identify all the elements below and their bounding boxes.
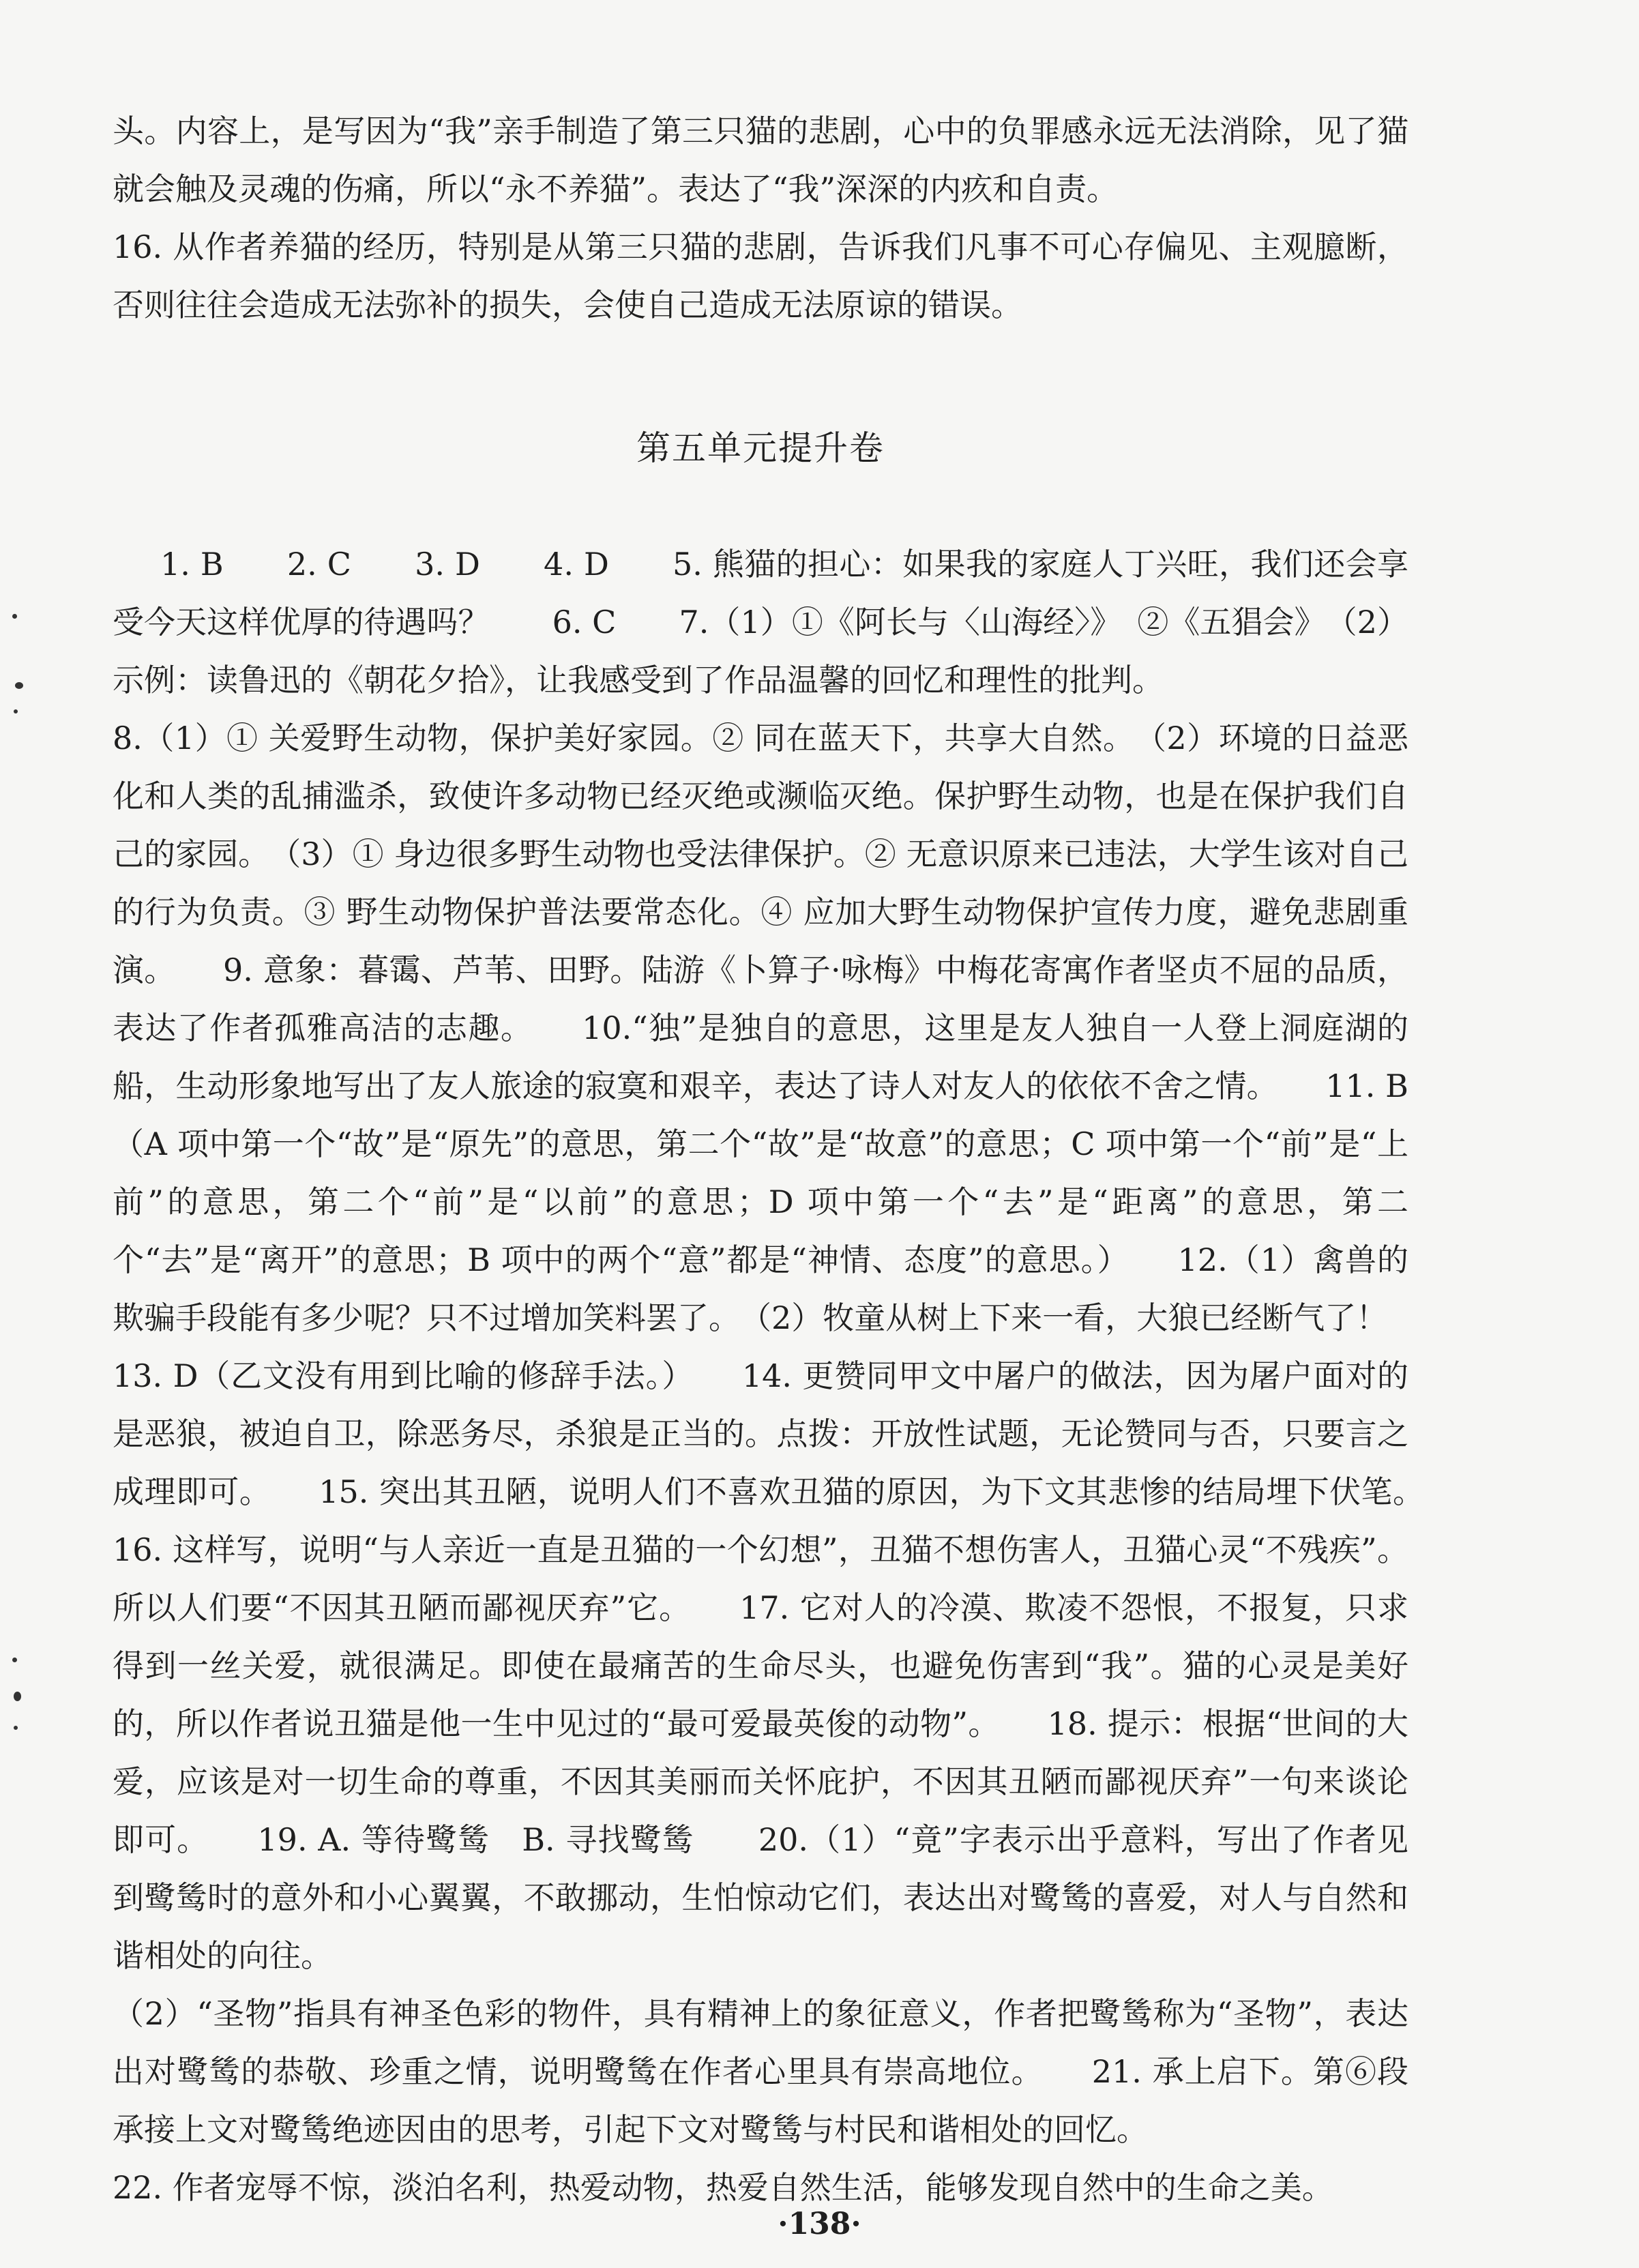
- margin-dot-6: [14, 1726, 18, 1730]
- answer-paragraph-15-continued: 头。内容上，是写因为“我”亲手制造了第三只猫的悲剧，心中的负罪感永远无法消除，见了猫就会触及灵魂的伤痛，所以“永不养猫”。表达了“我”深深的内疚和自责。: [113, 113, 1408, 207]
- margin-dot-1: [12, 614, 17, 619]
- margin-dot-2: [15, 682, 23, 689]
- answers-13-to-20: 13. D（乙文没有用到比喻的修辞手法。） 14. 更赞同甲文中屠户的做法，因为屠户面对的是恶狼，被迫自卫，除恶务尽，杀狼是正当的。点拨：开放性试题，无论赞同与否，只要言之成理即可。 15. 突出其丑陋，说明人们不喜欢丑猫的原因，为下文其悲惨的结局埋下伏笔。 16. 这样写，说明“与人亲近一直是丑猫的一个幻想”，丑猫不想伤害人，丑猫心灵“不残疾”。所以人们要“不因其丑陋而鄙视厌弃”它。 17. 它对人的冷漠、欺凌不怨恨，不报复，只求得到一丝关爱，就很满足。即使在最痛苦的生命尽头，也避免伤害到“我”。猫的心灵是美好的，所以作者说丑猫是他一生中见过的“最可爱最英俊的动物”。 18. 提示：根据“世间的大爱，应该是对一切生命的尊重，不因其美丽而关怀庇护，不因其丑陋而鄙视厌弃”一句来谈论即可。 19. A. 等待鹭鸶 B. 寻找鹭鸶 20.（1）“竟”字表示出乎意料，写出了作者见到鹭鸶时的意外和小心翼翼，不敢挪动，生怕惊动它们，表达出对鹭鸶的喜爱，对人与自然和谐相处的向往。: [113, 1357, 1471, 1974]
- answers-8-to-12: 8.（1）① 关爱野生动物，保护美好家园。② 同在蓝天下，共享大自然。 （2）环境的日益恶化和人类的乱捕滥杀，致使许多动物已经灭绝或濒临灭绝。保护野生动物，也是在保护我们自己的家园。 （3）① 身边很多野生动物也受法律保护。② 无意识原来已违法，大学生该对自己的行为负责。③ 野生动物保护普法要常态化。④ 应加大野生动物保护宣传力度，避免悲剧重演。 9. 意象：暮霭、芦苇、田野。陆游《卜算子·咏梅》中梅花寄寓作者坚贞不屈的品质，表达了作者孤雅高洁的志趣。 10.“独”是独自的意思，这里是友人独自一人登上洞庭湖的船，生动形象地写出了友人旅途的寂寞和艰辛，表达了诗人对友人的依依不舍之情。 11. B（A 项中第一个“故”是“原先”的意思，第二个“故”是“故意”的意思；C 项中第一个“前”是“上前”的意思，第二个“前”是“以前”的意思；D 项中第一个“去”是“距离”的意思，第二个“去”是“离开”的意思；B 项中的两个“意”都是“神情、态度”的意思。） 12.（1）禽兽的欺骗手段能有多少呢？只不过增加笑料罢了。 （2）牧童从树上下来一看，大狼已经断气了！: [113, 720, 1408, 1336]
- margin-dot-5: [14, 1692, 21, 1701]
- page-number: ·138·: [778, 2207, 861, 2241]
- margin-dot-4: [12, 1658, 17, 1662]
- page-content: [113, 102, 1471, 2217]
- margin-dot-3: [14, 709, 18, 713]
- answer-22: 22. 作者宠辱不惊，淡泊名利，热爱动物，热爱自然生活，能够发现自然中的生命之美。: [113, 2169, 1333, 2206]
- answer-paragraph-16: 16. 从作者养猫的经历，特别是从第三只猫的悲剧，告诉我们凡事不可心存偏见、主观臆断，否则往往会造成无法弥补的损失，会使自己造成无法原谅的错误。: [113, 229, 1408, 323]
- answers-20-2-to-21: （2）“圣物”指具有神圣色彩的物件，具有精神上的象征意义，作者把鹭鸶称为“圣物”，表达出对鹭鸶的恭敬、珍重之情，说明鹭鸶在作者心里具有崇高地位。 21. 承上启下。第⑥段承接上文对鹭鸶绝迹因由的思考，引起下文对鹭鸶与村民和谐相处的回忆。: [113, 1995, 1408, 2148]
- answers-1-to-7: 1. B 2. C 3. D 4. D 5. 熊猫的担心：如果我的家庭人丁兴旺，我们还会享受今天这样优厚的待遇吗？ 6. C 7.（1）①《阿长与〈山海经〉》 ②《五猖会》 （2）示例：读鲁迅的《朝花夕拾》，让我感受到了作品温馨的回忆和理性的批判。: [113, 546, 1408, 698]
- section-title: 第五单元提升卷: [636, 428, 885, 468]
